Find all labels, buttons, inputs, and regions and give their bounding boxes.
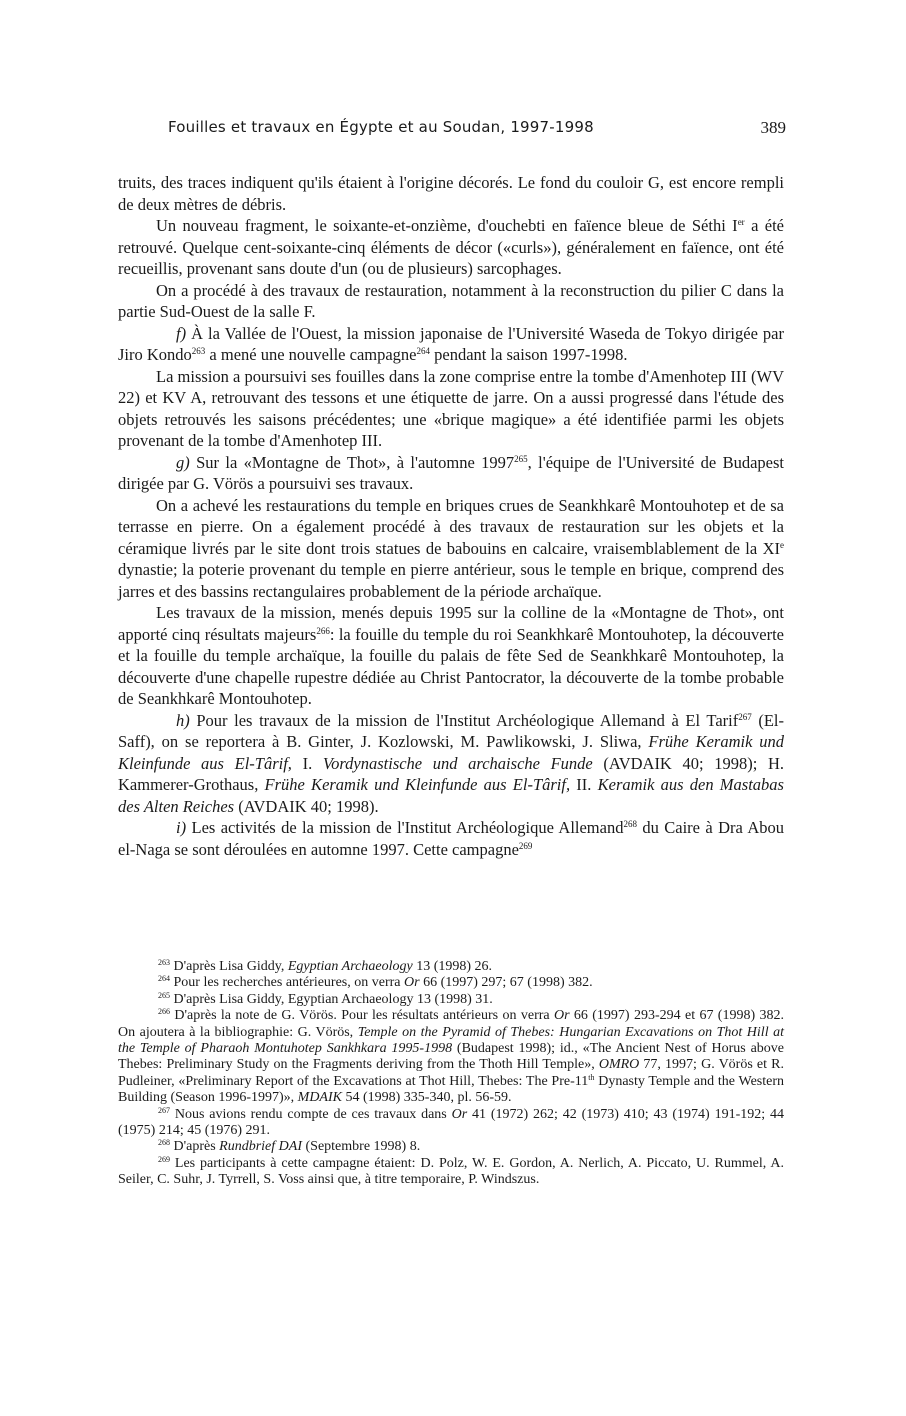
book-title: Keramik aus den Mastabas des Alten Reiches <box>118 775 784 816</box>
footnote: $^{267}$ Nous avions rendu compte de ces travaux dans Or 41 (1972) 262; 42 (1973) 410; 43 (1974) 191-192; 44 (1975) 214; 45 (1976) 291. <box>118 1105 784 1139</box>
footnote-ref: 268 <box>623 819 637 829</box>
running-title: Fouilles et travaux en Égypte et au Soudan, 1997-1998 <box>168 118 594 136</box>
superscript: er <box>737 217 745 227</box>
section-label: g) <box>176 452 190 472</box>
section-label: f) <box>176 323 187 343</box>
footnote: $^{263}$ D'après Lisa Giddy, Egyptian Archaeology 13 (1998) 26. <box>158 958 493 974</box>
paragraph: Un nouveau fragment, le soixante-et-onzième, d'ouchebti en faïence bleue de Séthi Ier a été retrouvé. Quelque cent-soixante-cinq éléments de décor («curls»), généralement en faïence, ont été recueillis, provenant sans doute d'un (ou de plusieurs) sarcophages. <box>118 216 785 278</box>
footnote: $^{269}$ Les participants à cette campagne étaient: D. Polz, W. E. Gordon, A. Nerlich, A. Piccato, U. Rummel, A. Seiler, C. Suhr, J. Tyrrell, S. Voss ainsi que, à titre temporaire, P. Windszus. <box>118 1154 784 1188</box>
page-header <box>168 118 786 142</box>
paragraph: truits, des traces indiquent qu'ils étaient à l'origine décorés. Le fond du couloir G, est encore rempli de deux mètres de débris. <box>118 173 784 214</box>
paragraph: f) À la Vallée de l'Ouest, la mission japonaise de l'Université Waseda de Tokyo dirigée par Jiro Kondo$^{263}$ a mené une nouvelle campagne$^{264}$ pendant la saison 1997-1998. <box>118 323 784 364</box>
superscript: e <box>780 539 784 550</box>
book-title: Frühe Keramik und Kleinfunde aus El-Târif, <box>264 775 571 794</box>
paragraph: On a achevé les restaurations du temple en briques crues de Seankhkarê Montouhotep et de sa terrasse en pierre. On a également procédé à des travaux de restauration sur les objets et la céramique livrés par le site dont trois statues de babouins en calcaire, vraisemblablement de la XIe dynastie; la poterie provenant du temple en pierre antérieur, sous le temple en brique, comprend des jarres et des bassins rectangulaires probablement de la période archaïque. <box>118 495 784 601</box>
page-number: 389 <box>760 118 786 137</box>
paragraph: Les travaux de la mission, menés depuis 1995 sur la colline de la «Montagne de Thot», ont apporté cinq résultats majeurs$^{266}$: la fouille du temple du roi Seankhkarê Montouhotep, la découverte et la fouille du temple archaïque, la fouille du palais de fête Sed de Seankhkarê Montouhotep, la découverte d'une chapelle rupestre dédiée au Christ Pantocrator, la découverte de la tombe probable de Seankhkarê Montouhotep. <box>118 603 784 708</box>
footnote-ref: 267 <box>738 711 752 722</box>
paragraph: g) Sur la «Montagne de Thot», à l'automne 1997$^{265}$, l'équipe de l'Université de Budapest dirigée par G. Vörös a poursuivi ses travaux. <box>118 452 784 493</box>
paragraph: h) Pour les travaux de la mission de l'Institut Archéologique Allemand à El Tarif$^{267}$ (El-Saff), on se reportera à B. Ginter, J. Kozlowski, M. Pawlikowski, J. Sliwa, Frühe Keramik und Kleinfunde aus El-Târif, I. Vordynastische und archaische Funde (AVDAIK 40; 1998); H. Kammerer-Grothaus, Frühe Keramik und Kleinfunde aus El-Târif, II. Keramik aus den Mastabas des Alten Reiches (AVDAIK 40; 1998). <box>118 710 785 816</box>
book-title: Vordynastische und archaische Funde <box>322 753 593 773</box>
section-label: i) <box>176 818 187 837</box>
footnote: $^{268}$ D'après Rundbrief DAI (Septembre 1998) 8. <box>158 1138 421 1155</box>
paragraph: On a procédé à des travaux de restauration, notamment à la reconstruction du pilier C dans la partie Sud-Ouest de la salle F. <box>118 280 784 321</box>
footnote-ref: 263 <box>191 346 206 356</box>
footnote-ref: 264 <box>416 346 430 356</box>
paragraph: i) Les activités de la mission de l'Institut Archéologique Allemand$^{268}$ du Caire à Dra Abou el-Naga se sont déroulées en automne 1997. Cette campagne$^{269}$ <box>118 818 784 859</box>
footnote: $^{266}$ D'après la note de G. Vörös. Pour les résultats antérieurs on verra Or 66 (1997) 293-294 et 67 (1998) 382. On ajoutera à la bibliographie: G. Vörös, Temple on the Pyramid of Thebes: Hungarian Excavations on Thot Hill at the Temple of Pharaoh Montuhotep Sankhkara 1995-1998 (Budapest 1998); id., «The Ancient Nest of Horus above Thebes: Preliminary Study on the Fragments deriving from the Thoth Hill Temple», OMRO 77, 1997; G. Vörös et R. Pudleiner, «Preliminary Report of the Excavations at Thot Hill, Thebes: The Pre-11th Dynasty Temple and the Western Building (Season 1996-1997)», MDAIK 54 (1998) 335-340, pl. 56-59. <box>118 1007 784 1106</box>
footnotes <box>118 959 784 1189</box>
paragraph: La mission a poursuivi ses fouilles dans la zone comprise entre la tombe d'Amenhotep III (WV 22) et KV A, retrouvant des tessons et une étiquette de jarre. On a aussi progressé dans l'étude des objets retrouvés les saisons précédentes; une «brique magique» a été identifiée parmi les objets provenant de la tombe d'Amenhotep III. <box>118 366 784 450</box>
section-label: h) <box>176 710 190 730</box>
footnote-ref: 265 <box>514 453 528 464</box>
footnote: $^{265}$ D'après Lisa Giddy, Egyptian Archaeology 13 (1998) 31. <box>158 990 493 1007</box>
main-text <box>118 172 784 860</box>
footnote-ref: 266 <box>316 625 330 636</box>
footnote-ref: 269 <box>518 840 533 851</box>
book-title: Frühe Keramik und Kleinfunde aus El-Târif, <box>118 732 784 773</box>
footnote: $^{264}$ Pour les recherches antérieures, on verra Or 66 (1997) 297; 67 (1998) 382. <box>158 974 593 991</box>
